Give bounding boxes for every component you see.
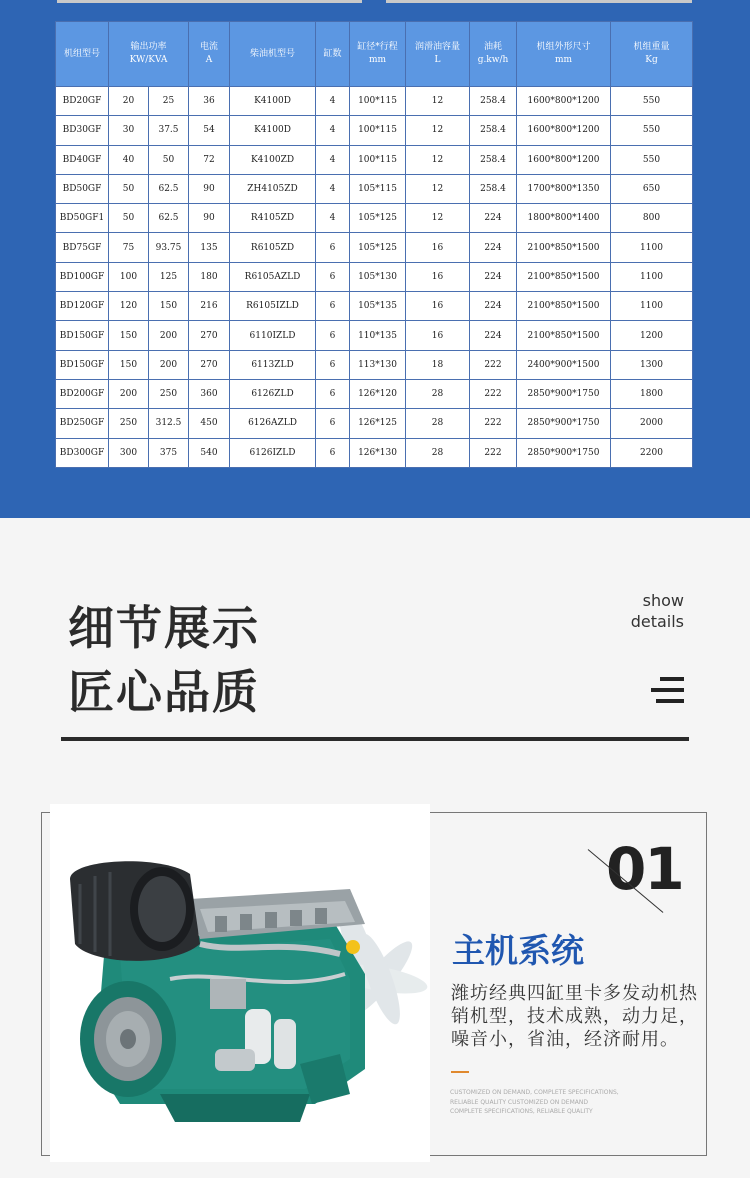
table-cell: 1800: [611, 379, 693, 408]
section-title-line2: 匠心品质: [68, 665, 260, 719]
engine-illustration: [50, 804, 430, 1162]
table-cell: BD150GF: [56, 350, 109, 379]
table-cell: 2200: [611, 438, 693, 467]
table-cell: 2850*900*1750: [517, 438, 611, 467]
header-cell: 输出功率 KW/KVA: [109, 22, 189, 87]
table-cell: 1600*800*1200: [517, 145, 611, 174]
table-cell: 300: [109, 438, 149, 467]
detail-description: 潍坊经典四缸里卡多发动机热销机型，技术成熟，动力足，噪音小，省油，经济耐用。: [451, 983, 698, 1050]
table-cell: 37.5: [149, 116, 189, 145]
table-cell: 200: [149, 350, 189, 379]
header-cell: 缸径*行程 mm: [350, 22, 406, 87]
table-cell: 50: [109, 174, 149, 203]
table-cell: 258.4: [470, 116, 517, 145]
table-cell: BD100GF: [56, 262, 109, 291]
table-cell: 25: [149, 87, 189, 116]
table-cell: 6: [316, 321, 350, 350]
fine-print-line2: RELIABLE QUALITY CUSTOMIZED ON DEMAND: [450, 1098, 588, 1106]
table-cell: 50: [109, 204, 149, 233]
table-cell: R6105ZD: [230, 233, 316, 262]
table-cell: 126*125: [350, 409, 406, 438]
table-cell: 224: [470, 292, 517, 321]
table-cell: 1700*800*1350: [517, 174, 611, 203]
table-cell: 4: [316, 116, 350, 145]
fine-print-line1: CUSTOMIZED ON DEMAND, COMPLETE SPECIFICATIONS,: [450, 1089, 619, 1096]
table-cell: 200: [109, 379, 149, 408]
fine-print: [450, 1088, 620, 1117]
table-cell: 2100*850*1500: [517, 321, 611, 350]
table-cell: ZH4105ZD: [230, 174, 316, 203]
table-cell: K4100D: [230, 116, 316, 145]
table-row: [56, 87, 693, 116]
spec-table: [55, 21, 693, 468]
table-cell: BD50GF1: [56, 204, 109, 233]
table-cell: 90: [189, 174, 230, 203]
table-cell: 40: [109, 145, 149, 174]
table-cell: K4100D: [230, 87, 316, 116]
table-cell: 250: [149, 379, 189, 408]
table-cell: 6: [316, 262, 350, 291]
section-subtitle: [631, 590, 684, 632]
table-cell: 550: [611, 145, 693, 174]
table-cell: 360: [189, 379, 230, 408]
table-row: [56, 233, 693, 262]
table-cell: 1100: [611, 292, 693, 321]
table-cell: 222: [470, 379, 517, 408]
table-cell: 20: [109, 87, 149, 116]
table-cell: 16: [406, 321, 470, 350]
table-cell: 12: [406, 174, 470, 203]
table-cell: 36: [189, 87, 230, 116]
table-cell: 224: [470, 233, 517, 262]
table-cell: 258.4: [470, 87, 517, 116]
table-cell: 270: [189, 350, 230, 379]
table-cell: 4: [316, 204, 350, 233]
header-cell: 机组重量 Kg: [611, 22, 693, 87]
table-cell: 1100: [611, 233, 693, 262]
engine-photo-panel: [50, 804, 430, 1162]
table-row: [56, 409, 693, 438]
header-cell: 机组外形尺寸 mm: [517, 22, 611, 87]
table-cell: 6: [316, 350, 350, 379]
table-cell: 250: [109, 409, 149, 438]
table-cell: 550: [611, 87, 693, 116]
table-cell: BD20GF: [56, 87, 109, 116]
table-cell: BD50GF: [56, 174, 109, 203]
table-cell: 540: [189, 438, 230, 467]
table-row: [56, 116, 693, 145]
table-cell: BD120GF: [56, 292, 109, 321]
table-cell: 6: [316, 409, 350, 438]
table-cell: 222: [470, 350, 517, 379]
table-cell: 222: [470, 438, 517, 467]
table-cell: 126*130: [350, 438, 406, 467]
table-cell: 6113ZLD: [230, 350, 316, 379]
table-cell: 150: [149, 292, 189, 321]
table-cell: 6126IZLD: [230, 438, 316, 467]
table-cell: 100*115: [350, 145, 406, 174]
table-cell: 1600*800*1200: [517, 116, 611, 145]
table-cell: 2850*900*1750: [517, 379, 611, 408]
table-cell: 12: [406, 116, 470, 145]
table-cell: 16: [406, 233, 470, 262]
table-cell: 2100*850*1500: [517, 262, 611, 291]
top-strip-right: [386, 0, 692, 3]
table-cell: 6: [316, 292, 350, 321]
table-cell: 2100*850*1500: [517, 292, 611, 321]
table-cell: 28: [406, 438, 470, 467]
table-cell: 270: [189, 321, 230, 350]
table-cell: 75: [109, 233, 149, 262]
table-cell: 1300: [611, 350, 693, 379]
table-cell: BD250GF: [56, 409, 109, 438]
table-cell: 28: [406, 409, 470, 438]
menu-lines-icon: [651, 677, 684, 707]
header-cell: 机组型号: [56, 22, 109, 87]
table-cell: 224: [470, 321, 517, 350]
table-cell: 72: [189, 145, 230, 174]
table-cell: 50: [149, 145, 189, 174]
table-cell: 62.5: [149, 174, 189, 203]
table-cell: BD300GF: [56, 438, 109, 467]
table-cell: 93.75: [149, 233, 189, 262]
table-cell: BD30GF: [56, 116, 109, 145]
table-cell: 100: [109, 262, 149, 291]
table-cell: 150: [109, 350, 149, 379]
table-cell: 258.4: [470, 174, 517, 203]
table-cell: 375: [149, 438, 189, 467]
table-cell: 180: [189, 262, 230, 291]
table-row: [56, 145, 693, 174]
table-cell: 6: [316, 379, 350, 408]
table-cell: 18: [406, 350, 470, 379]
table-cell: 650: [611, 174, 693, 203]
table-cell: 4: [316, 174, 350, 203]
table-cell: K4100ZD: [230, 145, 316, 174]
table-cell: 28: [406, 379, 470, 408]
header-cell: 润滑油容量 L: [406, 22, 470, 87]
table-cell: BD40GF: [56, 145, 109, 174]
table-row: [56, 350, 693, 379]
table-cell: 105*135: [350, 292, 406, 321]
table-row: [56, 292, 693, 321]
table-body: [56, 87, 693, 468]
table-cell: R6105IZLD: [230, 292, 316, 321]
table-cell: 1100: [611, 262, 693, 291]
table-cell: R6105AZLD: [230, 262, 316, 291]
table-cell: 120: [109, 292, 149, 321]
accent-underline: [451, 1071, 469, 1073]
table-cell: 550: [611, 116, 693, 145]
table-cell: 54: [189, 116, 230, 145]
table-row: [56, 438, 693, 467]
table-cell: 224: [470, 262, 517, 291]
table-cell: 12: [406, 87, 470, 116]
table-cell: 110*135: [350, 321, 406, 350]
table-cell: 150: [109, 321, 149, 350]
table-row: [56, 321, 693, 350]
table-cell: 6110IZLD: [230, 321, 316, 350]
table-cell: 2400*900*1500: [517, 350, 611, 379]
table-cell: 6126ZLD: [230, 379, 316, 408]
table-cell: BD150GF: [56, 321, 109, 350]
detail-title: 主机系统: [452, 931, 584, 970]
header-cell: 缸数: [316, 22, 350, 87]
table-cell: BD200GF: [56, 379, 109, 408]
header-cell: 油耗 g.kw/h: [470, 22, 517, 87]
table-cell: 105*115: [350, 174, 406, 203]
table-cell: 1600*800*1200: [517, 87, 611, 116]
top-strip-left: [57, 0, 362, 3]
table-cell: BD75GF: [56, 233, 109, 262]
table-cell: 100*115: [350, 87, 406, 116]
table-cell: 126*120: [350, 379, 406, 408]
table-cell: 1800*800*1400: [517, 204, 611, 233]
table-cell: 258.4: [470, 145, 517, 174]
table-cell: 216: [189, 292, 230, 321]
table-cell: 105*130: [350, 262, 406, 291]
table-cell: 125: [149, 262, 189, 291]
table-row: [56, 174, 693, 203]
table-cell: 2100*850*1500: [517, 233, 611, 262]
header-cell: 电流 A: [189, 22, 230, 87]
table-cell: 222: [470, 409, 517, 438]
table-cell: 12: [406, 204, 470, 233]
table-cell: 2850*900*1750: [517, 409, 611, 438]
table-cell: 4: [316, 145, 350, 174]
table-row: [56, 262, 693, 291]
table-cell: 224: [470, 204, 517, 233]
table-cell: 312.5: [149, 409, 189, 438]
subtitle-line2: details: [630, 612, 684, 631]
header-cell: 柴油机型号: [230, 22, 316, 87]
table-cell: 16: [406, 292, 470, 321]
table-cell: R4105ZD: [230, 204, 316, 233]
table-cell: 1200: [611, 321, 693, 350]
table-row: [56, 379, 693, 408]
section-title-line1: 细节展示: [68, 601, 260, 655]
table-cell: 105*125: [350, 204, 406, 233]
section-divider: [61, 737, 689, 741]
table-cell: 16: [406, 262, 470, 291]
table-cell: 4: [316, 87, 350, 116]
table-cell: 12: [406, 145, 470, 174]
table-cell: 113*130: [350, 350, 406, 379]
table-cell: 105*125: [350, 233, 406, 262]
fine-print-line3: COMPLETE SPECIFICATIONS, RELIABLE QUALITY: [450, 1108, 593, 1115]
table-cell: 62.5: [149, 204, 189, 233]
table-header-row: [56, 22, 693, 87]
table-cell: 100*115: [350, 116, 406, 145]
table-cell: 2000: [611, 409, 693, 438]
table-cell: 6: [316, 438, 350, 467]
table-row: [56, 204, 693, 233]
table-cell: 6126AZLD: [230, 409, 316, 438]
detail-number: 01: [606, 835, 683, 903]
table-cell: 450: [189, 409, 230, 438]
table-cell: 200: [149, 321, 189, 350]
table-cell: 30: [109, 116, 149, 145]
subtitle-line1: show: [642, 591, 684, 610]
table-cell: 135: [189, 233, 230, 262]
table-cell: 800: [611, 204, 693, 233]
table-cell: 6: [316, 233, 350, 262]
table-cell: 90: [189, 204, 230, 233]
